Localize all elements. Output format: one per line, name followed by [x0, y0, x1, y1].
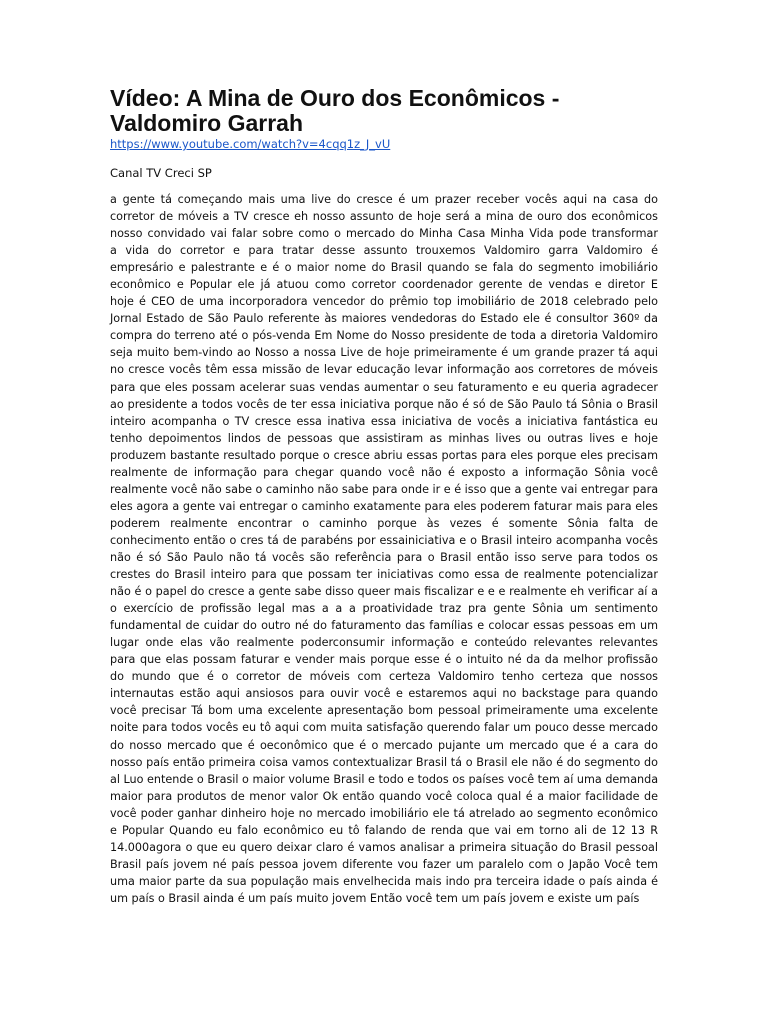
transcript-line: do nosso mercado que é oeconômico que é o mercado pujante um mercado que é a cara do: [110, 738, 658, 752]
transcript-line: no cresce vocês têm essa missão de levar educação levar informação aos corretores de móveis: [110, 363, 658, 377]
transcript-line: fundamental de cuidar do outro né do faturamento das famílias e colocar essas pessoas em um: [110, 619, 658, 633]
transcript-line: nosso convidado vai falar sobre como o mercado do Minha Casa Minha Vida pode transformar: [110, 227, 658, 241]
transcript-line: eles agora a gente vai entregar o caminho exatamente para eles poderem faturar mais para eles: [110, 499, 658, 513]
transcript-line: não é o papel do cresce a gente sabe disso queer mais fiscalizar e e e realmente eh verificar aí a: [110, 585, 658, 599]
transcript-line: Brasil país jovem né país pessoa jovem diferente vou fazer um paralelo com o Japão Você tem: [110, 857, 658, 871]
transcript-line: do mundo que é o corretor de móveis com certeza Valdomiro tenho certeza que nossos: [110, 670, 658, 684]
transcript-line: uma maior parte da sua população mais envelhecida mais indo pra terceira idade o país ainda é: [110, 874, 658, 888]
transcript-line: ao presidente a todos vocês de ter essa iniciativa porque não é só de São Paulo tá Sônia o Brasil: [110, 397, 658, 411]
transcript-line: compra do terreno até o pós-venda Em Nome do Nosso presidente de toda a diretoria Valdomiro: [110, 329, 658, 343]
transcript-line: 14.000agora o que eu quero deixar claro é vamos analisar a primeira situação do Brasil pessoal: [110, 840, 658, 854]
transcript-line: nosso país então primeira coisa vamos contextualizar Brasil tá o Brasil ele não é do segmento do: [110, 755, 658, 769]
youtube-link[interactable]: https://www.youtube.com/watch?v=4cqq1z_J_vU: [110, 137, 391, 151]
transcript-line: Jornal Estado de São Paulo referente às maiores vendedoras do Estado ele é consultor 360º da: [110, 312, 658, 326]
transcript-line: para que elas possam faturar e vender mais porque esse é o intuito né da da melhor profissão: [110, 653, 658, 667]
transcript-line: poderem realmente encontrar o caminho porque às vezes é somente Sônia falta de: [110, 516, 658, 530]
transcript-line: realmente de informação para chegar quando você não é exposto a informação Sônia você: [110, 465, 658, 479]
transcript-line: lugar onde elas vão realmente poderconsumir informação e conteúdo relevantes relevantes: [110, 636, 658, 650]
transcript-line: não é só São Paulo não tá vocês são referência para o Brasil então isso serve para todos os: [110, 550, 658, 564]
transcript-line: conhecimento então o cres tá de parabéns por essainiciativa e o Brasil inteiro acompanha vocês: [110, 533, 658, 547]
transcript-line: o exercício de profissão legal mas a a a proatividade traz pra gente Sônia um sentimento: [110, 602, 658, 616]
transcript-line: inteiro acompanha o TV cresce essa inativa essa iniciativa de vocês a iniciativa fantástica eu: [110, 414, 658, 428]
transcript-line: você poder ganhar dinheiro hoje no mercado imobiliário ele tá atrelado ao segmento econômico: [110, 806, 658, 820]
transcript-line: empresário e palestrante e é o maior nome do Brasil quando se fala do segmento imobiliário: [110, 261, 658, 275]
transcript-line: internautas estão aqui ansiosos para ouvir você e estaremos aqui no backstage para quando: [110, 687, 658, 701]
transcript-line: maior para produtos de menor valor Ok então quando você coloca qual é a maior facilidade de: [110, 789, 658, 803]
transcript-line: crestes do Brasil inteiro para que possam ter iniciativas como essa de realmente potencializar: [110, 568, 658, 582]
transcript-line: produzem bastante resultado porque o cresce abriu essas portas para eles porque eles precisam: [110, 448, 658, 462]
transcript-line: a vida do corretor e para tratar desse assunto trouxemos Valdomiro garra Valdomiro é: [110, 244, 658, 258]
transcript-line: você precisar Tá bom uma excelente apresentação bom pessoal primeiramente uma excelente: [110, 704, 658, 718]
transcript-line: hoje é CEO de uma incorporadora vencedor do prêmio top imobiliário de 2018 celebrado pelo: [110, 295, 658, 309]
channel-name: Canal TV Creci SP: [110, 166, 212, 180]
transcript-line: realmente você não sabe o caminho não sabe para onde ir e é isso que a gente vai entregar para: [110, 482, 659, 496]
transcript-line: noite para todos vocês eu tô aqui com muita satisfação querendo falar um pouco desse mercado: [110, 721, 658, 735]
transcript-line: corretor de móveis a TV cresce eh nosso assunto de hoje será a mina de ouro dos econômicos: [110, 210, 658, 224]
transcript-line: para que eles possam acelerar suas vendas aumentar o seu faturamento e eu queria agradecer: [110, 380, 658, 394]
transcript-line: al Luo entende o Brasil o maior volume Brasil e todo e todos os países você tem aí uma demanda: [110, 772, 659, 786]
transcript-line: econômico e Popular ele já atuou como corretor coordenador gerente de vendas e diretor E: [110, 278, 658, 292]
transcript-body: [110, 191, 658, 907]
document-title: Vídeo: A Mina de Ouro dos Econômicos - Valdomiro Garrah: [110, 85, 560, 136]
transcript-line: a gente tá começando mais uma live do cresce é um prazer receber vocês aqui na casa do: [110, 193, 658, 206]
transcript-line: e Popular Quando eu falo econômico eu tô falando de renda que vai em torno ali de 12 13 R: [110, 823, 658, 837]
transcript-line: tenho depoimentos lindos de pessoas que assistiram as minhas lives ou outras lives e hoje: [110, 431, 658, 445]
transcript-line: um país o Brasil ainda é um país muito jovem Então você tem um país jovem e existe um país: [110, 891, 640, 905]
transcript-line: seja muito bem-vindo ao Nosso a nossa Live de hoje primeiramente é um grande prazer tá aqui: [110, 346, 658, 360]
